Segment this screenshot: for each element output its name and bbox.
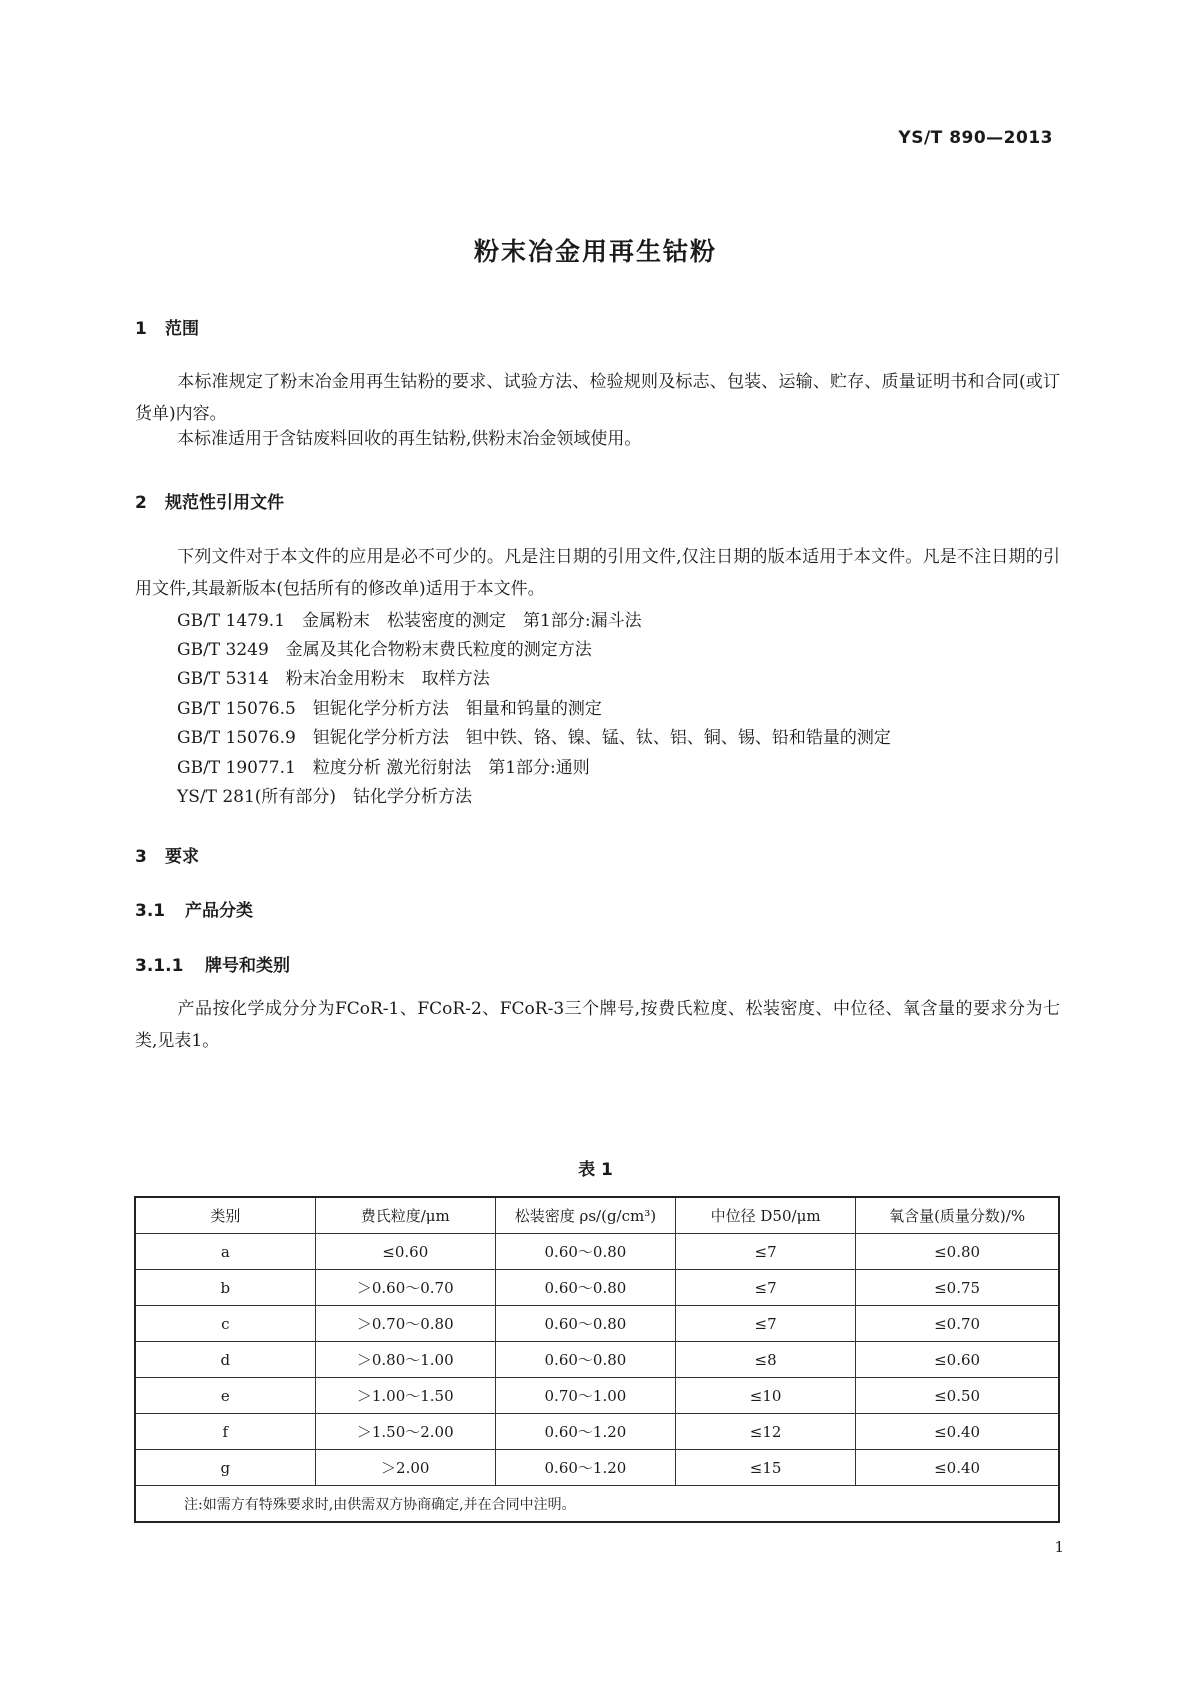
paragraph-text: 产品按化学成分分为FCoR-1、FCoR-2、FCoR-3三个牌号,按费氏粒度、松装密度、中位径、氧含量的要求分为七类,见表1。: [135, 999, 1060, 1051]
reference-item: GB/T 19077.1 粒度分析 激光衍射法 第1部分:通则: [177, 758, 590, 778]
table-cell: ≤0.75: [856, 1270, 1059, 1306]
document-code: YS/T 890—2013: [898, 128, 1053, 148]
section-1-paragraph-2: [135, 423, 1060, 455]
table-cell: ≤7: [676, 1234, 856, 1270]
table-cell: ＞0.70～0.80: [315, 1306, 495, 1342]
section-3-heading: [135, 842, 199, 867]
section-title: 牌号和类别: [205, 956, 290, 976]
column-header-fisher-size: 费氏粒度/μm: [315, 1197, 495, 1234]
section-1-paragraph-1: [135, 366, 1060, 430]
column-header-apparent-density: 松装密度 ρs/(g/cm³): [495, 1197, 675, 1234]
table-cell: ≤0.40: [856, 1414, 1059, 1450]
table-cell: a: [135, 1234, 315, 1270]
table-cell: 0.60～0.80: [495, 1270, 675, 1306]
table-cell: e: [135, 1378, 315, 1414]
section-2-paragraph: [135, 541, 1060, 605]
table-cell: d: [135, 1342, 315, 1378]
table-row: [135, 1414, 1059, 1450]
table-cell: ＞0.80～1.00: [315, 1342, 495, 1378]
column-header-median-diameter: 中位径 D50/μm: [676, 1197, 856, 1234]
section-3-1-heading: [135, 896, 253, 921]
table-cell: f: [135, 1414, 315, 1450]
table-row: [135, 1378, 1059, 1414]
table-row: [135, 1450, 1059, 1486]
section-title: 产品分类: [185, 901, 253, 921]
reference-item: GB/T 1479.1 金属粉末 松装密度的测定 第1部分:漏斗法: [177, 611, 642, 631]
table-cell: 0.60～1.20: [495, 1450, 675, 1486]
reference-item: GB/T 15076.9 钽铌化学分析方法 钽中铁、铬、镍、锰、钛、铝、铜、锡、铅和锆量的测定: [177, 728, 891, 748]
table-row: [135, 1270, 1059, 1306]
table-cell: ≤7: [676, 1306, 856, 1342]
section-title: 要求: [165, 847, 199, 867]
section-number: 2: [135, 493, 147, 513]
table-cell: ≤10: [676, 1378, 856, 1414]
section-number: 3: [135, 847, 147, 867]
paragraph-text: 下列文件对于本文件的应用是必不可少的。凡是注日期的引用文件,仅注日期的版本适用于本文件。凡是不注日期的引用文件,其最新版本(包括所有的修改单)适用于本文件。: [135, 547, 1060, 599]
reference-item: GB/T 5314 粉末冶金用粉末 取样方法: [177, 669, 490, 689]
reference-item: GB/T 15076.5 钽铌化学分析方法 钼量和钨量的测定: [177, 699, 602, 719]
table-cell: ≤0.80: [856, 1234, 1059, 1270]
paragraph-text: 本标准规定了粉末冶金用再生钴粉的要求、试验方法、检验规则及标志、包装、运输、贮存、质量证明书和合同(或订货单)内容。: [135, 372, 1060, 424]
table-cell: ≤0.60: [856, 1342, 1059, 1378]
reference-item: GB/T 3249 金属及其化合物粉末费氏粒度的测定方法: [177, 640, 592, 660]
spec-table: [134, 1196, 1060, 1523]
section-title: 范围: [165, 319, 199, 339]
page-number: 1: [1054, 1538, 1064, 1556]
table-cell: 0.70～1.00: [495, 1378, 675, 1414]
table-cell: ≤0.50: [856, 1378, 1059, 1414]
table-cell: ＞2.00: [315, 1450, 495, 1486]
table-cell: ≤15: [676, 1450, 856, 1486]
table-cell: ≤0.40: [856, 1450, 1059, 1486]
column-header-oxygen-content: 氧含量(质量分数)/%: [856, 1197, 1059, 1234]
section-number: 3.1: [135, 901, 166, 921]
section-number: 3.1.1: [135, 956, 184, 976]
table-cell: g: [135, 1450, 315, 1486]
table-cell: 0.60～0.80: [495, 1306, 675, 1342]
section-1-heading: [135, 314, 199, 339]
table-cell: ≤7: [676, 1270, 856, 1306]
column-header-category: 类别: [135, 1197, 315, 1234]
section-2-heading: [135, 488, 284, 513]
section-number: 1: [135, 319, 147, 339]
table-note-row: [135, 1486, 1059, 1523]
table-header-row: [135, 1197, 1059, 1234]
table-row: [135, 1342, 1059, 1378]
table-cell: ＞1.00～1.50: [315, 1378, 495, 1414]
table-cell: ≤12: [676, 1414, 856, 1450]
table-cell: b: [135, 1270, 315, 1306]
table-row: [135, 1234, 1059, 1270]
table-cell: ＞0.60～0.70: [315, 1270, 495, 1306]
section-3-1-1-heading: [135, 951, 290, 976]
reference-item: YS/T 281(所有部分) 钴化学分析方法: [177, 787, 473, 807]
section-title: 规范性引用文件: [165, 493, 284, 513]
table-cell: 0.60～1.20: [495, 1414, 675, 1450]
table-cell: c: [135, 1306, 315, 1342]
table-note: 注:如需方有特殊要求时,由供需双方协商确定,并在合同中注明。: [135, 1486, 1059, 1523]
table-cell: ≤0.70: [856, 1306, 1059, 1342]
page-title: 粉末冶金用再生钴粉: [473, 237, 717, 266]
table-caption: 表 1: [578, 1160, 613, 1180]
paragraph-text: 本标准适用于含钴废料回收的再生钴粉,供粉末冶金领域使用。: [177, 429, 642, 449]
table-cell: ＞1.50～2.00: [315, 1414, 495, 1450]
table-row: [135, 1306, 1059, 1342]
section-3-1-1-paragraph: [135, 993, 1060, 1057]
table-cell: 0.60～0.80: [495, 1234, 675, 1270]
table-cell: ≤8: [676, 1342, 856, 1378]
table-cell: 0.60～0.80: [495, 1342, 675, 1378]
table-cell: ≤0.60: [315, 1234, 495, 1270]
